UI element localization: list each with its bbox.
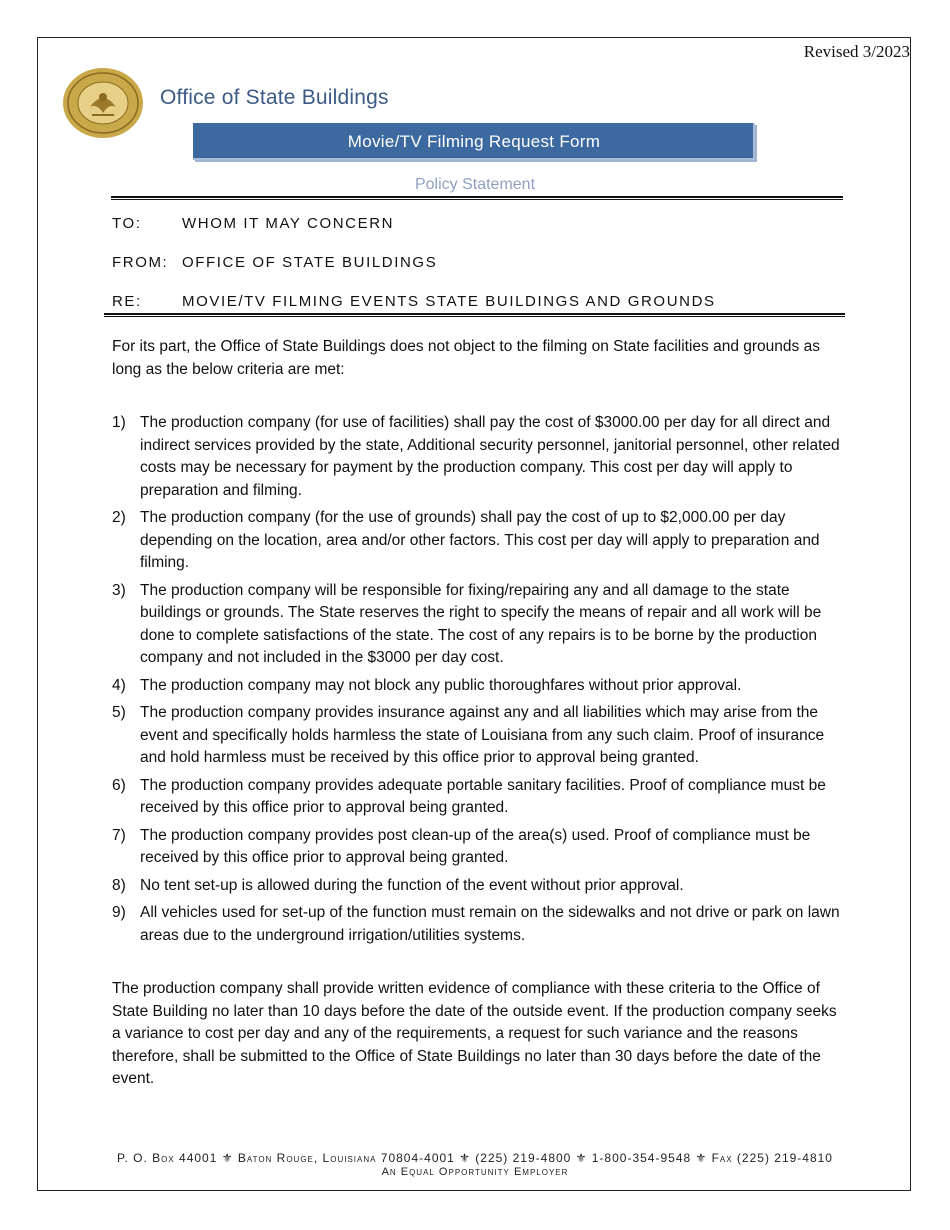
item-text: The production company will be responsible for fixing/repairing any and all damage to the state buildings or grounds. The State reserves the right to specify the means of repair and all work will be done to complete satisfactions of the state. The cost of any repairs is to be borne by the production company and not included in the $3000 per day cost. <box>140 581 822 666</box>
form-title-banner: Movie/TV Filming Request Form <box>193 123 755 160</box>
section-title: Policy Statement <box>414 176 536 193</box>
criteria-list <box>112 412 842 952</box>
item-number: 6) <box>112 776 126 794</box>
divider <box>111 196 843 200</box>
item-text: The production company (for use of facilities) shall pay the cost of $3000.00 per day for all direct and indirect services provided by the state, Additional security personnel, janitorial personnel, other related costs may be necessary for payment by the production company. This cost per day will apply to preparation and filming. <box>140 414 840 499</box>
memo-re-label: RE: <box>112 293 142 310</box>
divider <box>104 313 845 317</box>
footer-eoe: An Equal Opportunity Employer <box>381 1166 569 1178</box>
item-number: 4) <box>112 676 126 694</box>
list-item <box>112 775 842 820</box>
intro-paragraph: For its part, the Office of State Buildings does not object to the filming on State facilities and grounds as long as the below criteria are met: <box>112 338 820 378</box>
memo-from <box>112 254 437 271</box>
list-item <box>112 902 842 947</box>
footer-address: P. O. Box 44001 ⚜ Baton Rouge, Louisiana 70804-4001 ⚜ (225) 219-4800 ⚜ 1-800-354-9548 ⚜ Fax (225) 219-4810 <box>117 1151 833 1165</box>
memo-re-value: MOVIE/TV FILMING EVENTS STATE BUILDINGS AND GROUNDS <box>182 293 716 310</box>
item-text: The production company provides adequate portable sanitary facilities. Proof of compliance must be received by this office prior to approval being granted. <box>140 776 826 816</box>
item-text: The production company provides insurance against any and all liabilities which may arise from the event and specifically holds harmless the state of Louisiana from any such claim. Proof of insurance and hold harmless must be received by this office prior to approval being granted. <box>140 704 825 766</box>
item-text: The production company may not block any public thoroughfares without prior approval. <box>140 676 742 694</box>
memo-from-value: OFFICE OF STATE BUILDINGS <box>182 254 438 271</box>
item-text: No tent set-up is allowed during the function of the event without prior approval. <box>140 876 684 894</box>
closing-paragraph: The production company shall provide written evidence of compliance with these criteria to the Office of State Building no later than 10 days before the date of the outside event. If the production company seeks a variance to cost per day and any of the requirements, a request for such variance and the reasons therefore, shall be submitted to the Office of State Buildings no later than 30 days before the date of the event. <box>112 980 837 1087</box>
item-number: 7) <box>112 826 126 844</box>
item-number: 3) <box>112 581 126 599</box>
revision-date: Revised 3/2023 <box>803 42 910 61</box>
office-title: Office of State Buildings <box>160 86 389 109</box>
list-item <box>112 507 842 575</box>
list-item <box>112 825 842 870</box>
memo-from-label: FROM: <box>112 254 169 271</box>
list-item <box>112 412 842 502</box>
item-number: 1) <box>112 414 126 431</box>
list-item <box>112 875 842 898</box>
item-text: The production company provides post clean-up of the area(s) used. Proof of compliance must be received by this office prior to approval being granted. <box>140 826 811 866</box>
item-number: 9) <box>112 904 126 921</box>
state-seal-icon <box>62 67 144 139</box>
list-item <box>112 702 842 770</box>
memo-to-label: TO: <box>112 215 142 232</box>
memo-to-value: WHOM IT MAY CONCERN <box>182 215 395 232</box>
item-text: The production company (for the use of grounds) shall pay the cost of up to $2,000.00 per day depending on the location, area and/or other factors. This cost per day will apply to preparation and filming. <box>140 509 820 571</box>
item-number: 5) <box>112 704 126 721</box>
item-number: 2) <box>112 509 126 526</box>
memo-re <box>112 293 716 310</box>
list-item <box>112 580 842 670</box>
list-item <box>112 675 842 698</box>
item-text: All vehicles used for set-up of the function must remain on the sidewalks and not drive or park on lawn areas due to the underground irrigation/utilities systems. <box>140 904 840 944</box>
item-number: 8) <box>112 876 126 894</box>
memo-to <box>112 215 394 232</box>
